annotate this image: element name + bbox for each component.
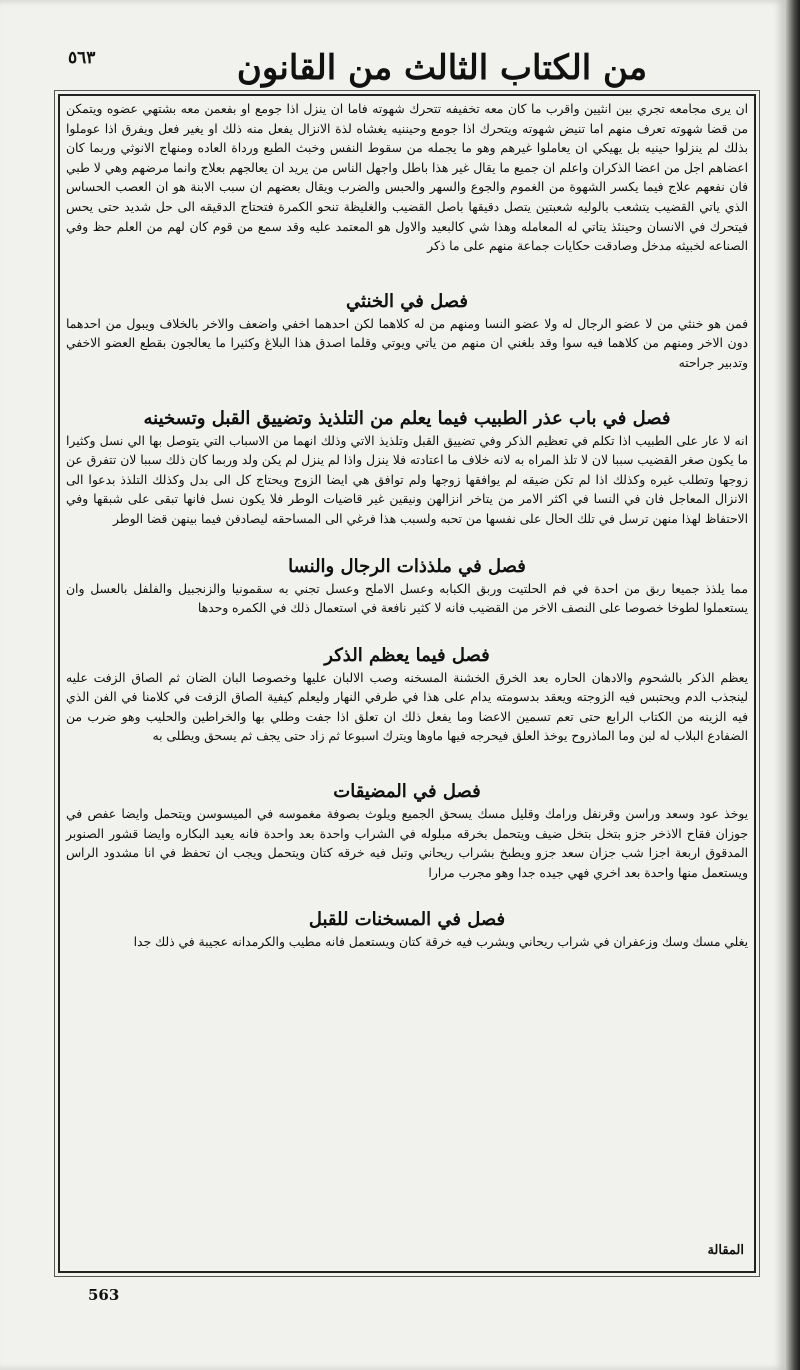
- section-paragraph-tazim: يعظم الذكر بالشحوم والادهان الحاره بعد الخرق الخشنة المسخنه وصب الالبان عليها وخصوصا البان الضان ثم الصاق الزفت عليه لينجذب الدم ويحتبس فيه الزوجته ويعقد بدسومته يدام على هذا في طرفي النهار وليعلم كيفية الصاق الزفت في كلامنا في الفن الذي فيه الزينه من الكتاب الرابع حتى تعم تسمين الاعضا وما يفعل ذلك ان تعلق اذا جفت وطلي بها والخراطين والحليب وهو ضرب من الضفادع البلاب له لبن وما الماذروح يوخذ العلق فيحرجه فيها ماوها ويترك اسبوعا ثم زاد حتى يجف ثم يسحق ويطلى به: [66, 670, 748, 744]
- bleed-through: [66, 388, 748, 404]
- page-number-bottom: 563: [88, 1286, 120, 1304]
- section-title-maladhdhat: فصل في ملذذات الرجال والنسا: [288, 555, 526, 577]
- section-title-mudayyiqat: فصل في المضيقات: [333, 781, 481, 803]
- text-body: [66, 100, 748, 1267]
- bleed-through: [66, 271, 748, 287]
- section-paragraph-khuntha: فمن هو خنثي من لا عضو الرجال له ولا عضو النسا ومنهم من له كلاهما لكن احدهما اخفي واضعف والاخر بالخلاف ويبول من احدهما دون الاخر ومنهم من كلاهما فيه سوا وقد بلغني ان منهم من ياتي ويوتي وقلما اصدق هذا البلاغ وكثيرا ما يعالجون بقطع العضو الاخفي وتدبير جراحته: [66, 316, 748, 370]
- section-title-khuntha: فصل في الخنثي: [346, 290, 468, 312]
- running-title: من الكتاب الثالث من القانون: [236, 48, 648, 88]
- bleed-through: [66, 889, 748, 905]
- bleed-through: [66, 761, 748, 777]
- section-paragraph-mudayyiqat: يوخذ عود وسعد وراسن وقرنفل ورامك وقليل مسك يسحق الجميع ويلوث بصوفة مغموسه في الميسوسن ويتحمل وايضا عفص في جوزان فقاح الاذخر جزو بتخل بتخل ضيف ويتحمل بخرقه مبلوله في الشراب واحدة بعد واحدة فانه يعيد البكاره وايضا قشور الصنوبر المدقوق اربعة اجزا شب جزان سعد جزو ويطبخ بشراب ريحاني وتبل فيه خرقه كتان ويتحمل ويجب ان تحفظ في انا مشدود الراس ويستعمل منها واحدة بعد اخري فهي جيده جدا وهو مجرب مرارا: [66, 807, 748, 880]
- section-title-tazim: فصل فيما يعظم الذكر: [324, 644, 490, 666]
- section-paragraph-musakhkhinat: يغلي مسك وسك وزعفران في شراب ريحاني ويشرب فيه خرقة كتان ويستعمل فانه مطيب والكرمدانه عجيبة في ذلك جدا: [133, 935, 748, 950]
- bleed-through: [66, 625, 748, 641]
- bleed-through: [66, 536, 748, 552]
- section-paragraph-maladhdhat: مما يلذذ جميعا ربق من احدة في فم الحلتيت وربق الكبابه وعسل الاملح وعسل تجني به سقمونيا والزنجبيل والفلفل بالعسل وان يستعملوا لطوخا خصوصا على النصف الاخر من القضيب فانه لا كثير نافعة في استعمال ذلك في الكمره وحدها: [66, 581, 748, 616]
- section-title-musakhkhinat: فصل في المسخنات للقبل: [308, 909, 506, 931]
- text-frame: [58, 94, 756, 1273]
- intro-paragraph: ان يرى مجامعه تجري بين انثيين واقرب ما كان معه تخفيفه تتحرك شهوته فاما ان ينزل اذا جومع او بفعمن معه بشتهي عضوه ويتمكن من قضا شهوته تعرف منهم اما تنيض شهوته ويتحرك اذا جومع وحيننيه يغشاه لذة الانزال يفعل منه ذلك او يغير فعل ويفرق اذا عوملوا بذلك لم ينزلوا حينيه بل يهيكي ان يعاملوا غيرهم وهو ما يجمله من سقوط النفس وخبث الطبع ورداة العاده ومنهاج الانوثي وربما كان اعضاهم اجل من اعضا الذكران واعلم ان جميع ما يقال غير هذا باطل واجهل الناس من يريد ان يعالجهم بعلاج وانما مرضهم وهي لا طبي فان نفعهم علاج فيما يكسر الشهوة من الغموم والجوع والسهر والحبس والضرب ويقال بعضهم ان سبب الابنة هو ان العصب الحساس الذي ياتي القضيب يتشعب بالوليه شعبتين يتصل دقيقها باصل القضيب والغليظة تنحو الكمرة فتحتاج الدقيقه الى حل شديد حتى يحس فيتحرك في الانسان وحينئذ يتاتي له المعامله وهذا شي كالبعيد والاول هو المعتمد عليه وقد سمع من قوم كان لهم من العلم حظ وفي الصناعه لخبيثه مدخل وصادقت حكايات جماعة منهم على ما ذكر: [66, 102, 748, 254]
- catchword: المقالة: [707, 1243, 744, 1259]
- section-paragraph-talthidh: انه لا عار على الطبيب اذا تكلم في تعظيم الذكر وفي تضييق القبل وتلذيذ الاتي وذلك انهما من الاسباب التي يتوصل بها الي نسل وكثيرا ما يكون صغر القضيب سببا لان لا تلذ المراه به لانه خلاف ما اعتادته فلا ينزل واذا لم ينزل لم يكن ولد وربما كان ذلك سببا لان تتفرق عن زوجها وتطلب غيره وكذلك اذا لم تكن ضيقه لم يوافقها زوجها ولم توافق هي ايضا الزوج ويحتاج كل الى بدل وكذلك التلذذ بدعوا الى الانزال المعاجل فان في النسا في اكثر الامر من يتاخر انزالهن ونيقين غير قاضيات الوطر فلا يكون نسل فانها تبقى على شبقها وفي الاحتفاظ لهذا منهن ترسل في تلك الحال على نفسها من تحبه ولسبب هذا فرغي الى المساحقه ليصادفن فيما بينهن قضا الوطر: [66, 433, 748, 526]
- page-number-top: ٥٦٣: [68, 48, 96, 68]
- section-title-talthidh: فصل في باب عذر الطبيب فيما يعلم من التلذيذ وتضييق القبل وتسخينه: [143, 407, 671, 429]
- book-binding-edge: [786, 0, 800, 1370]
